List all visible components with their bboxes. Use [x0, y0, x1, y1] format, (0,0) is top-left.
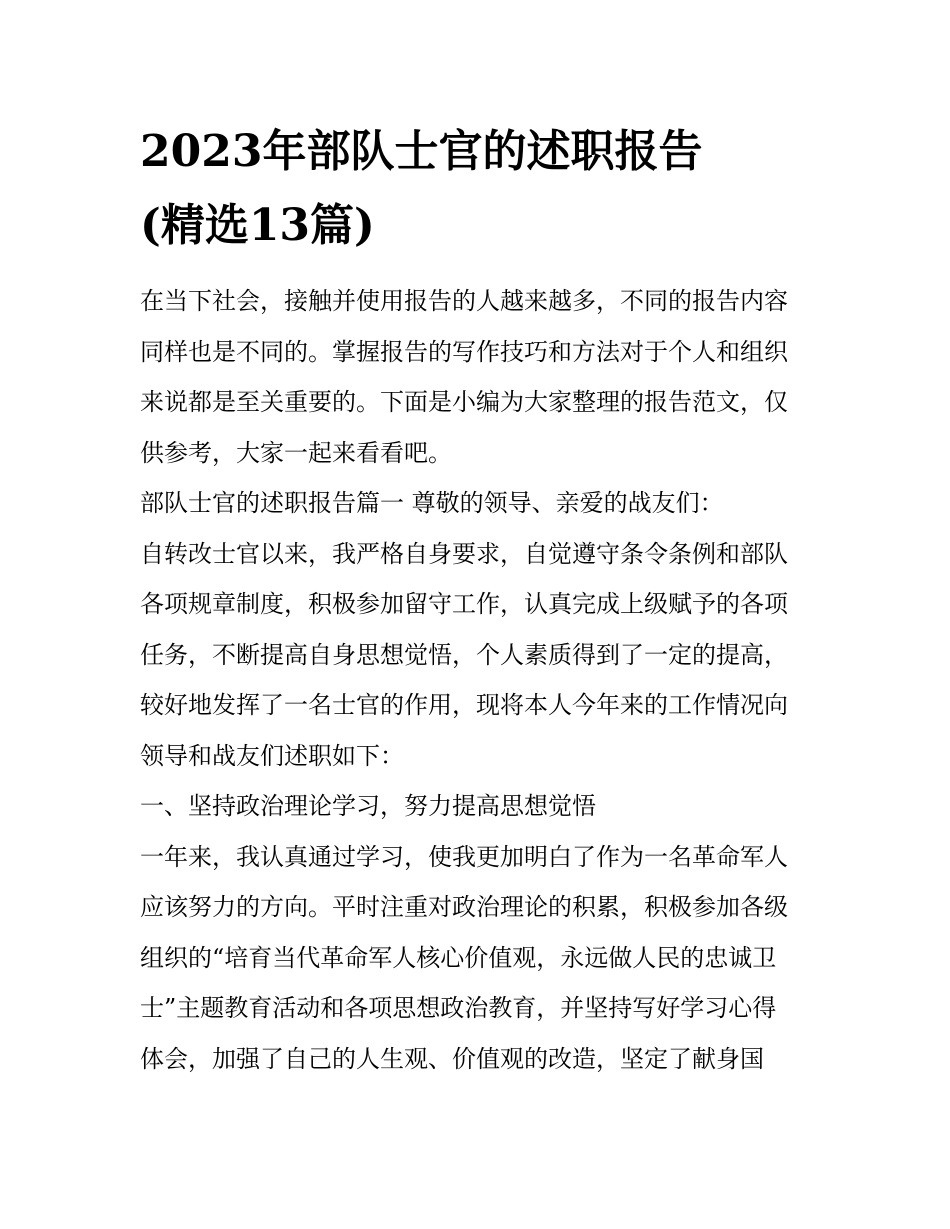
title-line-2: (精选13篇) — [140, 200, 375, 251]
body-line: 同样也是不同的。掌握报告的写作技巧和方法对于个人和组织 — [140, 337, 788, 366]
body-line: 领导和战友们述职如下： — [140, 741, 404, 770]
body-line: 供参考，大家一起来看看吧。 — [140, 438, 452, 467]
section-heading-line: 部队士官的述职报告篇一 尊敬的领导、亲爱的战友们： — [140, 489, 724, 517]
body-line: 各项规章制度，积极参加留守工作，认真完成上级赋予的各项 — [140, 590, 788, 618]
body-line: 体会，加强了自己的人生观、价值观的改造，坚定了献身国 — [140, 1044, 764, 1073]
title-line-1: 2023年部队士官的述职报告 — [140, 126, 703, 177]
subheading-line: 一、坚持政治理论学习，努力提高思想觉悟 — [140, 792, 596, 820]
body-line: 一年来，我认真通过学习，使我更加明白了作为一名革命军人 — [140, 842, 788, 871]
body-line: 组织的“培育当代革命军人核心价值观，永远做人民的忠诚卫 — [140, 943, 777, 972]
body-line: 来说都是至关重要的。下面是小编为大家整理的报告范文，仅 — [140, 388, 788, 416]
body-line: 任务，不断提高自身思想觉悟，个人素质得到了一定的提高， — [140, 640, 788, 669]
body-line: 较好地发挥了一名士官的作用，现将本人今年来的工作情况向 — [140, 691, 788, 719]
body-line: 应该努力的方向。平时注重对政治理论的积累，积极参加各级 — [140, 893, 788, 921]
document-body — [140, 276, 820, 1084]
body-line: 在当下社会，接触并使用报告的人越来越多，不同的报告内容 — [140, 287, 788, 315]
body-line: 自转改士官以来，我严格自身要求，自觉遵守条令条例和部队 — [140, 539, 788, 568]
body-line: 士”主题教育活动和各项思想政治教育，并坚持写好学习心得 — [140, 994, 777, 1022]
document-title — [140, 115, 840, 263]
